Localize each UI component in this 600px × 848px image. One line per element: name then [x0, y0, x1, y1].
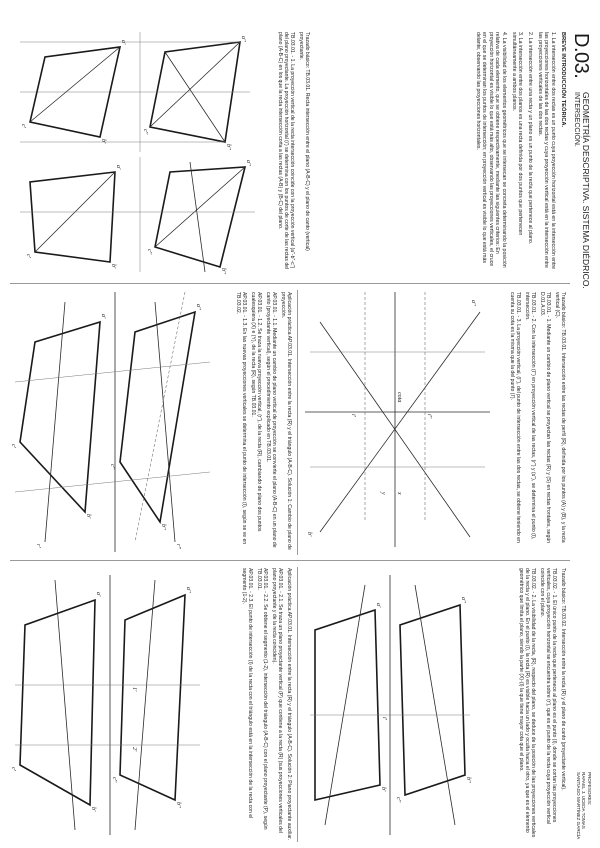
svg-text:c'': c'' [395, 797, 401, 803]
svg-text:c': c' [25, 254, 31, 258]
svg-text:y: y [380, 492, 386, 495]
sheet-title-line1: GEOMETRÍA DESCRIPTIVA. SISTEMA DIÉDRICO. [581, 92, 591, 289]
theory-point-2: 2. La intersección entre una recta y un plano es un punto de la recta que pertenece al plano. [526, 32, 533, 245]
theory-point-4: 4. La visibilidad de los elementos geométricos que se intersecan se concreta determinando la posición relativa de cada elemento, que se obtiene respectivamente, mediante las siguientes criterios: En proyección horizontal es visible lo que está más alto, observando las proyecciones verticales, el cruce en el que se determinan los puntos de intersección; en proyección vertical es visible lo que está más delante, observando las proyecciones horizontales. [475, 32, 507, 268]
svg-text:a': a' [100, 314, 106, 319]
col2-bottom-step-1: AP.03.01. - 1.1. Mediante un cambio de plano vertical de proyección se convierte el plano (A-B-C) en un plano de canto (proyectante vertical), según el procedimiento explicado en TB.03.01. [264, 292, 278, 548]
svg-text:b'': b'' [225, 144, 231, 150]
svg-text:a'': a'' [185, 587, 191, 593]
col2-top-figure [305, 292, 490, 554]
col2-bottom-step-2: AP.03.01. - 1.2. Se traza la nueva proyección vertical, (r''), de la recta (R), cambiando de plano dos puntos cualesquiera (X) e (Y), de la recta (R), según TB.03.01. [249, 292, 263, 532]
svg-text:c'': c'' [146, 249, 152, 255]
col2-top-text [506, 292, 566, 554]
theory-point-1: 1. La intersección entre dos rectas es un punto cuya proyección horizontal está en la intersección entre las proyecciones horizontales de las dos rectas y cuya proyección vertical está en la intersección entre las proyecciones verticales de las dos rectas. [536, 32, 556, 270]
svg-text:1': 1' [131, 687, 137, 692]
svg-text:c'': c'' [111, 777, 117, 783]
col1-figure-right [20, 157, 255, 274]
col1-bottom-caption: TB.03.01. - 1. La proyección vertical de la recta intersección coincide con la proyección vertical (a''-b''-c'') del plano proyectante. La proyección horizontal (i') se determina con los puntos de corte de las rectas del plano (A-B-C) en los que la recta intersección corta a las rectas (A-B) y (B-C) del plano. [276, 32, 296, 270]
svg-text:a'': a'' [470, 300, 476, 306]
svg-text:b': b' [90, 807, 96, 812]
theory-section [471, 32, 566, 272]
col3-top-step-1: TB.03.02. - 1. El único punto de la recta que pertenece al plano es el punto (I), donde se cortan las proyecciones verticales, cuya proyección horizontal se encuentra sobre (r'), que es el punto de la recta cuya proyección vertical coincide con el plano. [538, 568, 558, 824]
svg-text:x: x [396, 492, 402, 495]
theory-title: BREVE INTRODUCCIÓN TEÓRICA. [560, 32, 566, 128]
svg-text:b'': b'' [160, 524, 166, 530]
column-separator-2 [10, 560, 570, 561]
col1-top-caption: Trazado básico: TB.03.01. Recta intersección entre el plano (A-B-C) y el plano de canto (vertical) proyectante. [297, 32, 310, 251]
col3-top-figure [305, 575, 475, 840]
svg-text:i'': i'' [426, 414, 432, 419]
col2-bottom-caption: Aplicación práctica AP.03.01. Intersección entre la recta (R) y el triángulo (A-B-C). Solución 1: Cambio de plano de proyección. [279, 292, 292, 550]
svg-text:c'': c'' [109, 464, 115, 470]
professor-1: RAFAEL J. UCEDA TOMAS [581, 772, 587, 829]
svg-text:i': i' [350, 414, 356, 417]
col3-bottom-step-3: AP.03.01. - 2.3. El punto de intersección (I) de la recta con el triángulo está en la intersección de la recta con el segmento (1-2). [241, 568, 254, 819]
svg-text:i': i' [381, 717, 387, 720]
svg-text:b'': b'' [465, 777, 471, 783]
theory-point-3: 3. La intersección entre dos planos es una recta definida por dos puntos que pertenecen simultáneamente a ambos planos. [510, 32, 523, 236]
col2-bottom-text [232, 292, 292, 554]
col3-bottom-step-2: AP.03.01. - 2.2. Se obtiene el segmento (1-2), intersección del triángulo (A-B-C) con el plano proyectante (P), según TB.03.01. [256, 568, 269, 830]
col2-top-step-3: TB.03.01. - 3. La proyección vertical, (I''), del punto de intersección entre las dos rectas, se obtiene teniendo en cuenta su cota es la misma que la del punto (I'). [509, 292, 522, 543]
col3-top-step-2: TB.03.02. - 2. La visibilidad de la recta, (R), respecto del plano, se deduce de la posición de las proyecciones verticales de la recta y el plano. En el punto (I), la recta (R) es visible hacia un lado y oculta hacia el otro, ya que es el elemento geométrico que limita el plano, siendo la parte (X)-(I) la que tiene mayor cota que el plano. [517, 568, 537, 838]
svg-text:b'': b'' [220, 268, 226, 274]
svg-text:a'': a'' [245, 160, 251, 166]
svg-text:c': c' [20, 124, 26, 128]
sheet-code: D.03. [570, 33, 592, 79]
col3-top-text [515, 568, 566, 840]
svg-text:b': b' [306, 532, 312, 537]
col3-bottom-step-1: AP.03.01. - 2.1. Se traza un plano proyectante vertical (P) que contiene a la recta (R) (sus proyecciones verticales del plano proyectante y de la recta coinciden). [271, 568, 284, 833]
professors-block [575, 772, 592, 842]
col2-top-caption: Trazado básico: TB.03.01. Intersección entre las rectas de perfil (R), definida por los puntos (A) y (B), y la recta vertical (C). [553, 292, 566, 543]
col2-bottom-figure [10, 292, 215, 554]
column-separator-1 [10, 283, 570, 284]
svg-text:a': a' [115, 165, 121, 170]
svg-text:b': b' [100, 139, 106, 144]
col1-figure-left [20, 32, 250, 152]
svg-text:a': a' [120, 40, 126, 45]
svg-text:a': a' [375, 603, 381, 608]
svg-text:a'': a'' [240, 36, 246, 42]
professor-2: SANTIAGO MARTÍNEZ GARCÍA [575, 772, 581, 840]
svg-text:2': 2' [131, 747, 137, 752]
svg-text:c': c' [10, 767, 16, 771]
svg-text:b': b' [380, 787, 386, 792]
svg-text:r'': r'' [175, 544, 181, 549]
col3-bottom-figure [10, 575, 205, 840]
col2-top-step-1: TB.03.01. - 1. Mediante un cambio de plano vertical se proyectan las rectas (R) y (S) en rectas frontales, según D.01.A.03. [538, 292, 552, 544]
sheet-title-line2: INTERSECCIÓN. [573, 92, 580, 147]
svg-text:c'': c'' [142, 129, 148, 135]
svg-text:a': a' [95, 592, 101, 597]
svg-text:c': c' [10, 444, 16, 448]
professors-label: PROFESORES: [587, 772, 592, 806]
col2-top-step-2: TB.03.01. - 2. Con la intersección (I'') en proyección vertical de las rectas, (r'') y (s''), se determina el punto (I), intersección. [523, 292, 537, 540]
col1-caption-block [274, 32, 310, 272]
sheet-title [571, 92, 591, 422]
col1-figure [10, 32, 260, 277]
row-separator-col2 [297, 290, 298, 555]
svg-text:b'': b'' [175, 802, 181, 808]
row-separator-col3 [297, 567, 298, 842]
col3-bottom-caption: Aplicación práctica AP.03.01. Intersección entre la recta (R) y el triángulo (A-B-C). Solución 2: Plano proyectante auxiliar. [286, 568, 292, 840]
svg-text:b': b' [85, 514, 91, 519]
cota-label: cota [396, 392, 402, 403]
svg-text:a'': a'' [460, 597, 466, 603]
svg-text:a'': a'' [195, 304, 201, 310]
col3-bottom-text [239, 568, 292, 840]
col3-top-caption: Trazado básico: TB.03.02. Intersección entre la recta (R) y el plano de canto (proyectante vertical). [560, 568, 566, 791]
svg-text:r': r' [35, 544, 41, 548]
col2-bottom-step-3: AP.03.01. - 1.3. En las nuevas proyecciones verticales se determina el punto de intersección (I), según se ve en TB.03.02. [235, 292, 248, 545]
svg-text:b': b' [110, 264, 116, 269]
